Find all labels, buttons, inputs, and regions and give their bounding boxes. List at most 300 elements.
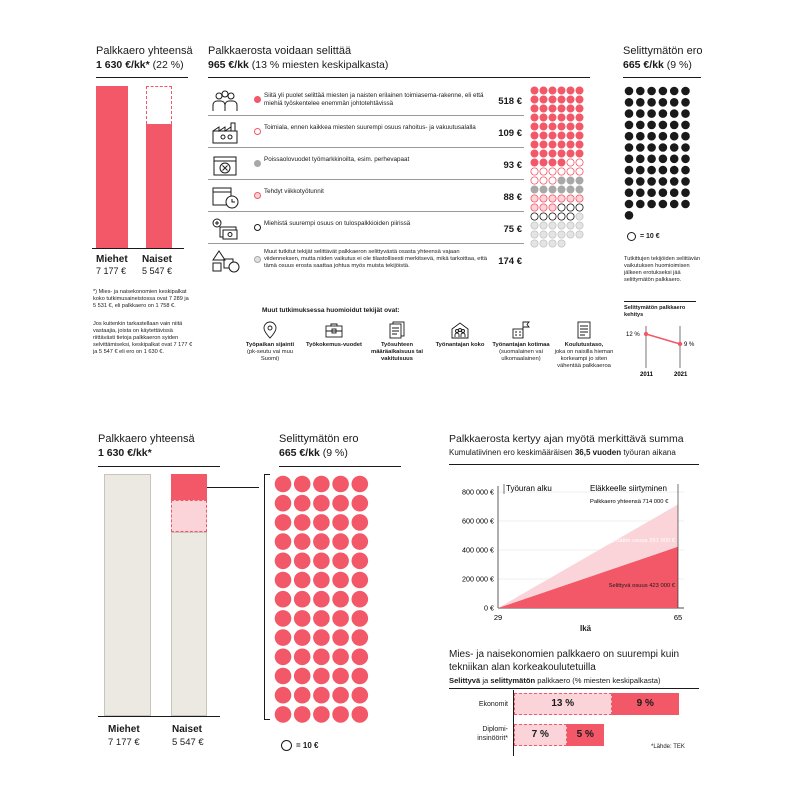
gap-bar-explained: 7 % — [514, 724, 567, 746]
unexplained-dot — [647, 200, 656, 209]
gap-bar-label: Ekonomit — [478, 701, 508, 708]
unexplained-dot-large — [332, 706, 349, 723]
unexplained-dot-large — [313, 553, 330, 570]
explained-dot — [567, 123, 574, 130]
explained-dot — [576, 105, 583, 112]
unexplained-dot-large — [352, 533, 369, 550]
unexplained-dot-large — [294, 610, 311, 627]
explained-dot — [549, 105, 556, 112]
unexplained-dot — [681, 98, 690, 107]
unexplained-dot-large — [332, 629, 349, 646]
unexplained-dot — [647, 155, 656, 164]
explained-dot — [558, 222, 565, 229]
other-factor-item — [239, 321, 301, 363]
men-value-top: 7 177 € — [96, 266, 127, 276]
bar-chart-axis — [513, 690, 514, 756]
y-tick-label: 800 000 € — [462, 487, 494, 497]
explained-dot — [567, 105, 574, 112]
team-icon — [450, 321, 470, 339]
unexplained-dot-large — [294, 495, 311, 512]
unexplained-dot — [625, 188, 634, 197]
factor-row — [208, 118, 524, 148]
unexplained-dot-large — [332, 514, 349, 531]
women-bar-top — [146, 124, 172, 248]
unexplained-dot-large — [332, 476, 349, 493]
y-tick-label: 0 € — [484, 603, 494, 613]
shapes-icon — [210, 249, 240, 273]
factor-bullet — [254, 192, 261, 199]
unexplained-dot-large — [294, 629, 311, 646]
women-unexplained-segment — [171, 474, 207, 500]
explained-dot — [576, 114, 583, 121]
factory-icon — [210, 121, 240, 145]
explained-dot — [558, 141, 565, 148]
area-chart — [440, 470, 700, 634]
unexplained-dot-large — [313, 514, 330, 531]
unexplained-dot-large — [275, 476, 292, 493]
unexplained-dot-large — [294, 533, 311, 550]
unexplained-dot-large — [332, 553, 349, 570]
unexplained-dot-large — [275, 610, 292, 627]
explained-dot — [558, 177, 565, 184]
area-chart-rule — [449, 464, 699, 465]
gap-bar-unexplained: 9 % — [612, 693, 680, 715]
factor-value: 93 € — [503, 160, 522, 171]
unexplained-dot — [647, 132, 656, 141]
unexplained-dot-large — [352, 668, 369, 685]
calendar-x-icon — [210, 153, 240, 177]
factor-value: 518 € — [498, 96, 522, 107]
explained-dot — [540, 141, 547, 148]
unexplained-dot-large — [275, 533, 292, 550]
trend-point-2011 — [644, 332, 648, 336]
top-middle-title: Palkkaerosta voidaan selittää — [208, 45, 352, 57]
unexplained-dot — [636, 109, 645, 118]
factor-row — [208, 182, 524, 212]
explained-dot — [540, 186, 547, 193]
explained-dot — [549, 123, 556, 130]
unexplained-dot — [681, 132, 690, 141]
explained-dot — [567, 141, 574, 148]
unexplained-dot — [670, 87, 679, 96]
factor-value: 109 € — [498, 128, 522, 139]
explained-dot — [558, 87, 565, 94]
unexplained-dot — [636, 121, 645, 130]
factor-row — [208, 150, 524, 180]
explained-dot — [540, 222, 547, 229]
explained-dot — [558, 105, 565, 112]
unexplained-dot — [659, 121, 668, 130]
bottom-left-title: Palkkaero yhteensä — [98, 433, 195, 445]
unexplained-dot — [670, 98, 679, 107]
unexplained-dot-large — [313, 495, 330, 512]
top-left-note-2: Jos kuitenkin tarkastellaan vain niitä vastaajia, joista on käytettävissä riittävästi tietoja palkkaeron syiden selvittämiseksi, keskipalkat ovat 7 177 € ja 5 547 € eli ero on 1 630 €. — [93, 321, 193, 355]
legend-dot-top — [627, 232, 636, 241]
trend-title: Selittymätön palkkaero kehitys — [624, 305, 686, 318]
explained-dot — [567, 132, 574, 139]
explained-dot — [531, 195, 538, 202]
explained-dot — [540, 213, 547, 220]
unexplained-dot-large — [275, 514, 292, 531]
retirement-label: Eläkkeelle siirtyminen — [590, 484, 667, 493]
unexplained-dot-large — [275, 572, 292, 589]
unexplained-dot — [659, 166, 668, 175]
explained-dot — [531, 213, 538, 220]
explained-dot — [531, 96, 538, 103]
bar-chart-title: Mies- ja naisekonomien palkkaero on suurempi kuin tekniikan alan korkeakoulutetuilla — [449, 649, 680, 673]
unexplained-dot-large — [352, 591, 369, 608]
briefcase-icon — [324, 321, 344, 339]
explained-dot — [549, 195, 556, 202]
other-factors-title: Muut tutkimuksessa huomioidut tekijät ovat: — [262, 307, 400, 314]
explained-dot — [558, 96, 565, 103]
explained-dot — [540, 204, 547, 211]
trend-end-label: 9 % — [684, 342, 695, 348]
explained-dot — [531, 114, 538, 121]
unexplained-dot-large — [352, 495, 369, 512]
explained-dot — [549, 231, 556, 238]
unexplained-dot — [647, 109, 656, 118]
explained-dot — [531, 150, 538, 157]
unexplained-dot — [670, 121, 679, 130]
unexplained-dot — [670, 132, 679, 141]
explained-dot — [567, 114, 574, 121]
men-label-top: Miehet — [96, 254, 128, 265]
bottom-left-rule — [98, 466, 220, 467]
unexplained-dot — [636, 132, 645, 141]
factor-bullet — [254, 224, 261, 231]
explained-dot — [576, 87, 583, 94]
explained-dot — [540, 150, 547, 157]
unexplained-dot — [647, 98, 656, 107]
unexplained-dot-large — [313, 668, 330, 685]
unexplained-dot-large — [275, 591, 292, 608]
explained-dot — [567, 222, 574, 229]
location-pin-icon — [260, 321, 280, 339]
factor-bullet — [254, 160, 261, 167]
unexplained-dot — [681, 155, 690, 164]
trend-start-label: 12 % — [626, 332, 640, 338]
unexplained-dot — [681, 200, 690, 209]
unexplained-dot-large — [332, 649, 349, 666]
women-explained-segment — [171, 500, 207, 532]
x-tick-label: 29 — [493, 613, 503, 622]
explained-dot — [576, 159, 583, 166]
certificate-icon — [574, 321, 594, 339]
explained-dot — [540, 114, 547, 121]
career-start-label: Työuran alku — [506, 484, 552, 493]
unexplained-dot-large — [294, 476, 311, 493]
explained-dot — [549, 186, 556, 193]
bottom-left-subtitle: 1 630 €/kk* — [98, 447, 152, 459]
unexplained-dot-large — [332, 668, 349, 685]
people-icon — [210, 89, 240, 113]
unexplained-dot — [670, 177, 679, 186]
unexplained-dot — [670, 166, 679, 175]
unexplained-dot-large — [313, 533, 330, 550]
unexplained-dot — [636, 87, 645, 96]
y-tick-label: 600 000 € — [462, 516, 494, 526]
unexplained-dot — [659, 98, 668, 107]
unexplained-dot — [659, 109, 668, 118]
explained-dot — [576, 177, 583, 184]
factor-text: Muut tutkitut tekijät selittävät palkkaeron selittyvästä osasta yhteensä vajaan viidenneksen, mutta niiden vaikutus ei ole tilastollisesti merkitsevä, mikä tarkoittaa, että tämä osuus erosta saattaa johtua myös muista tekijöistä. — [264, 249, 487, 269]
connector-line — [207, 487, 259, 488]
legend-label-bottom: = 10 € — [296, 741, 319, 750]
unexplained-dot — [636, 155, 645, 164]
top-right-title: Selittymätön ero — [623, 45, 703, 57]
factor-value: 88 € — [503, 192, 522, 203]
explained-dot — [531, 222, 538, 229]
bottom-left-baseline — [98, 716, 220, 717]
factor-text: Tehdyt viikkotyötunnit — [264, 188, 324, 195]
unexplained-dot-large — [313, 706, 330, 723]
explained-dot — [576, 141, 583, 148]
unexplained-dot-large — [352, 476, 369, 493]
unexplained-dot — [625, 87, 634, 96]
bar-chart-rule — [449, 688, 699, 689]
y-tick-label: 400 000 € — [462, 545, 494, 555]
men-bar-top — [96, 86, 128, 248]
unexplained-dot-large — [352, 687, 369, 704]
unexplained-dot — [636, 143, 645, 152]
explained-dot — [549, 222, 556, 229]
area-chart-subtitle: Kumulatiivinen ero keskimääräisen 36,5 vuoden työuran aikana — [449, 448, 676, 457]
explained-dot — [567, 213, 574, 220]
other-factor-detail: joka on naisilla hieman korkeampi jo siten vähentää palkkaeroa — [554, 349, 614, 369]
unexplained-dot — [659, 132, 668, 141]
explained-dot — [558, 132, 565, 139]
explained-dot — [576, 231, 583, 238]
bottom-middle-rule — [279, 466, 401, 467]
explained-dot — [531, 159, 538, 166]
building-flag-icon — [511, 321, 531, 339]
explained-dot — [567, 204, 574, 211]
unexplained-dot-large — [352, 649, 369, 666]
women-value-bottom: 5 547 € — [172, 737, 204, 748]
unexplained-dot-large — [275, 687, 292, 704]
unexplained-dot — [636, 98, 645, 107]
unexplained-dot-large — [275, 649, 292, 666]
unexplained-dot — [647, 188, 656, 197]
unexplained-dot-large — [352, 706, 369, 723]
explained-dot — [549, 213, 556, 220]
unexplained-dot-grid-bottom — [274, 474, 374, 724]
explained-dot — [576, 213, 583, 220]
explained-dot — [576, 123, 583, 130]
top-left-baseline — [92, 248, 184, 249]
explained-dot — [540, 240, 547, 247]
unexplained-dot — [625, 200, 634, 209]
explained-dot — [540, 87, 547, 94]
unexplained-dot — [659, 177, 668, 186]
explained-dot — [558, 159, 565, 166]
unexplained-dot-large — [332, 495, 349, 512]
explained-dot — [549, 96, 556, 103]
trend-end-year: 2021 — [674, 372, 688, 378]
other-factor-item — [553, 321, 615, 370]
explained-dot — [531, 132, 538, 139]
other-factor-item — [366, 321, 428, 363]
other-factor-label: Työpaikan sijainti — [245, 342, 295, 348]
explained-dot — [576, 222, 583, 229]
unexplained-dot-large — [294, 687, 311, 704]
unexplained-dot — [670, 109, 679, 118]
unexplained-dot — [636, 188, 645, 197]
factor-row — [208, 246, 524, 290]
factor-bullet — [254, 96, 261, 103]
explained-dot — [531, 105, 538, 112]
unexplained-dot — [625, 211, 634, 220]
unexplained-dot-large — [313, 476, 330, 493]
unexplained-dot-large — [275, 629, 292, 646]
unexplained-dot-large — [313, 629, 330, 646]
women-label-bottom: Naiset — [172, 724, 203, 735]
other-factor-label: Työnantajan koko — [435, 342, 485, 348]
unexplained-dot — [625, 132, 634, 141]
unexplained-dot — [681, 177, 690, 186]
explained-dot — [531, 231, 538, 238]
unexplained-share-label: Selittymätön osuus 291 000 € — [598, 538, 675, 544]
unexplained-dot — [647, 87, 656, 96]
unexplained-dot — [625, 121, 634, 130]
explained-dot — [549, 150, 556, 157]
unexplained-dot-large — [275, 668, 292, 685]
other-factor-item — [490, 321, 552, 363]
bottom-middle-subtitle: 665 €/kk (9 %) — [279, 447, 348, 459]
unexplained-dot — [681, 143, 690, 152]
explained-dot — [558, 240, 565, 247]
unexplained-dot-large — [294, 591, 311, 608]
trend-point-2021 — [678, 342, 682, 346]
other-factor-item — [429, 321, 491, 349]
unexplained-dot-large — [313, 649, 330, 666]
unexplained-dot-large — [332, 591, 349, 608]
unexplained-dot — [681, 87, 690, 96]
explained-dot — [531, 177, 538, 184]
unexplained-dot — [647, 177, 656, 186]
other-factor-item — [303, 321, 365, 349]
explained-dot — [540, 123, 547, 130]
x-tick-label: 65 — [673, 613, 683, 622]
explained-dot — [567, 195, 574, 202]
unexplained-dot — [670, 143, 679, 152]
unexplained-dot — [625, 109, 634, 118]
top-middle-rule — [208, 77, 590, 78]
explained-dot — [558, 231, 565, 238]
unexplained-dot-large — [352, 514, 369, 531]
explained-dot — [540, 105, 547, 112]
explained-dot — [549, 114, 556, 121]
top-left-rule — [96, 77, 188, 78]
explained-dot — [540, 132, 547, 139]
women-bar-bottom — [171, 532, 207, 716]
women-label-top: Naiset — [142, 254, 173, 265]
top-left-note-1: *) Mies- ja naisekonomien keskipalkat koko tutkimusaineistossa ovat 7 289 ja 5 531 €, eli palkkaero on 1 758 €. — [93, 289, 189, 309]
explained-dot — [540, 159, 547, 166]
women-value-top: 5 547 € — [142, 266, 173, 276]
explained-dot — [567, 96, 574, 103]
top-left-subtitle: 1 630 €/kk* (22 %) — [96, 59, 184, 71]
explained-dot — [531, 141, 538, 148]
calendar-clock-icon — [210, 185, 240, 209]
other-factor-detail: (suomalainen vai ulkomaalainen) — [499, 349, 543, 362]
explained-dot — [531, 87, 538, 94]
unexplained-dot — [681, 166, 690, 175]
unexplained-dot-large — [313, 591, 330, 608]
total-gap-label: Palkkaero yhteensä 714 000 € — [590, 499, 669, 505]
unexplained-dot-large — [275, 495, 292, 512]
unexplained-dot — [681, 109, 690, 118]
unexplained-dot-large — [352, 610, 369, 627]
explained-dot — [558, 168, 565, 175]
factor-bullet — [254, 128, 261, 135]
explained-dot — [558, 204, 565, 211]
unexplained-bracket — [264, 474, 270, 720]
unexplained-dot-large — [332, 533, 349, 550]
factor-value: 75 € — [503, 224, 522, 235]
unexplained-dot — [625, 98, 634, 107]
explained-dot — [549, 240, 556, 247]
explained-dot — [576, 96, 583, 103]
unexplained-dot-large — [332, 610, 349, 627]
unexplained-dot-large — [294, 553, 311, 570]
unexplained-dot — [647, 143, 656, 152]
explained-dot-grid — [530, 86, 584, 298]
unexplained-dot — [681, 188, 690, 197]
unexplained-dot — [625, 155, 634, 164]
unexplained-dot — [659, 143, 668, 152]
other-factor-label: Koulutustaso, — [564, 342, 604, 348]
unexplained-dot-large — [313, 687, 330, 704]
unexplained-dot — [659, 87, 668, 96]
unexplained-dot-large — [294, 706, 311, 723]
explained-dot — [576, 186, 583, 193]
factor-value: 174 € — [498, 256, 522, 267]
gap-bar-explained: 13 % — [514, 693, 612, 715]
unexplained-dot-large — [275, 706, 292, 723]
unexplained-dot — [659, 200, 668, 209]
unexplained-dot-large — [294, 514, 311, 531]
explained-dot — [558, 213, 565, 220]
legend-label-top: = 10 € — [640, 233, 660, 240]
explained-dot — [531, 240, 538, 247]
explained-dot — [558, 150, 565, 157]
explained-dot — [540, 177, 547, 184]
unexplained-dot — [681, 121, 690, 130]
explained-dot — [549, 204, 556, 211]
top-left-title: Palkkaero yhteensä — [96, 45, 193, 57]
bottom-middle-title: Selittymätön ero — [279, 433, 359, 445]
bar-chart-subtitle: Selittyvä ja selittymätön palkkaero (% miesten keskipalkasta) — [449, 676, 661, 685]
explained-dot — [531, 186, 538, 193]
gap-bar-label: Diplomi-insinöörit* — [477, 726, 508, 742]
unexplained-dot — [670, 155, 679, 164]
top-middle-subtitle: 965 €/kk (13 % miesten keskipalkasta) — [208, 59, 389, 71]
unexplained-dot — [625, 166, 634, 175]
explained-dot — [567, 168, 574, 175]
women-gap-outline-top — [146, 86, 172, 124]
top-right-note: Tutkittujen tekijöiden selittävän vaikutuksen huomioimisen jälkeen erotukseksi jää selittymätön palkkaero. — [624, 256, 700, 283]
unexplained-dot-large — [294, 668, 311, 685]
unexplained-dot-large — [313, 610, 330, 627]
trend-rule — [624, 301, 696, 302]
explained-dot — [540, 195, 547, 202]
unexplained-dot-large — [352, 629, 369, 646]
unexplained-dot — [636, 166, 645, 175]
unexplained-dot-grid-top — [624, 86, 694, 226]
explained-dot — [567, 150, 574, 157]
